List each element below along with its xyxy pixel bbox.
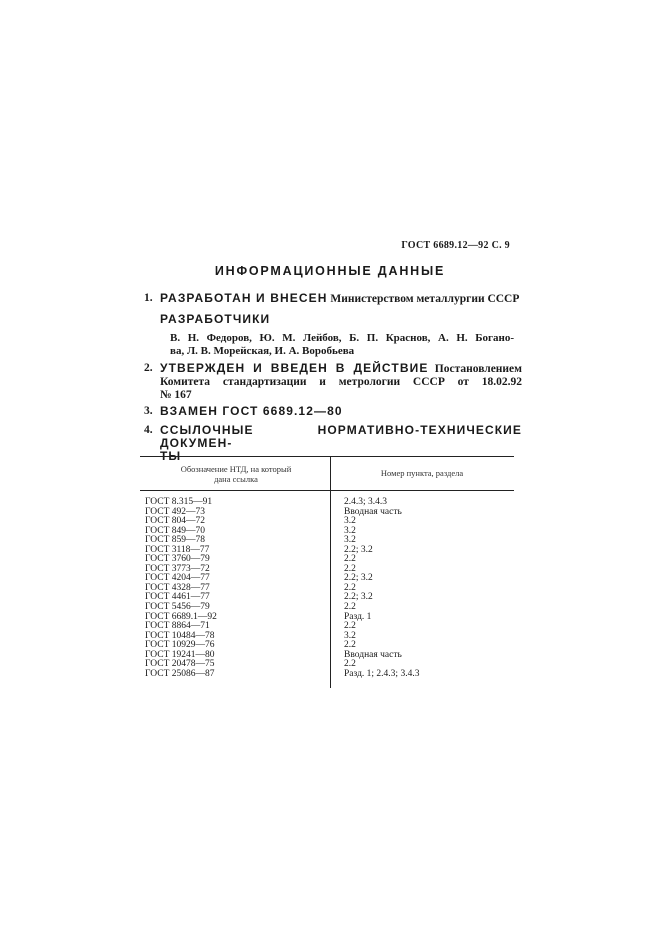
table-cell-section: Вводная часть (344, 506, 402, 517)
table-cell-document: ГОСТ 4204—77 (145, 573, 210, 584)
page-header: ГОСТ 6689.12—92 С. 9 (401, 240, 510, 251)
table-cell-document: ГОСТ 4328—77 (145, 582, 210, 593)
table-cell-document: ГОСТ 8864—71 (145, 621, 210, 632)
table-header-rule (140, 490, 514, 491)
table-cell-section: 2.2 (344, 582, 356, 593)
table-cell-section: Разд. 1; 2.4.3; 3.4.3 (344, 668, 420, 679)
item-approved (144, 362, 522, 402)
header-line: Обозначение НТД, на который (180, 464, 292, 474)
item-lead: РАЗРАБОТАН И ВНЕСЕН (160, 291, 328, 305)
table-header-document (146, 464, 326, 484)
item-line: № 167 (160, 389, 192, 401)
developers-line: ва, Л. В. Морейская, И. А. Воробьева (170, 345, 355, 357)
table-cell-document: ГОСТ 10484—78 (145, 630, 215, 641)
table-cell-document: ГОСТ 5456—79 (145, 602, 210, 613)
item-number: 1. (144, 292, 153, 304)
item-line: ССЫЛОЧНЫЕ НОРМАТИВНО-ТЕХНИЧЕСКИЕ ДОКУМЕН- (160, 423, 522, 450)
table-cell-document: ГОСТ 492—73 (145, 506, 205, 517)
references-table (140, 456, 514, 688)
table-cell-document: ГОСТ 849—70 (145, 525, 205, 536)
item-replaces (144, 405, 522, 419)
item-number: 4. (144, 424, 153, 436)
table-cell-section: Разд. 1 (344, 611, 372, 622)
table-cell-section: 2.2 (344, 640, 356, 651)
table-cell-section: 3.2 (344, 630, 356, 641)
table-cell-document: ГОСТ 6689.1—92 (145, 611, 217, 622)
table-cell-document: ГОСТ 804—72 (145, 516, 205, 527)
table-cell-section: Вводная часть (344, 649, 402, 660)
table-header-section: Номер пункта, раздела (380, 468, 464, 478)
table-cell-section: 3.2 (344, 535, 356, 546)
table-cell-document: ГОСТ 4461—77 (145, 592, 210, 603)
table-column-divider (330, 456, 331, 688)
header-line: дана ссылка (214, 474, 258, 484)
table-cell-document: ГОСТ 10929—76 (145, 640, 215, 651)
developers-heading: РАЗРАБОТЧИКИ (160, 312, 271, 326)
table-cell-document: ГОСТ 3118—77 (145, 544, 210, 555)
table-cell-section: 2.2; 3.2 (344, 544, 373, 555)
developers-line: В. Н. Федоров, Ю. М. Лейбов, Б. П. Краснов, А. Н. Богано- (170, 332, 514, 344)
item-text: Министерством металлургии СССР (330, 293, 520, 305)
table-cell-section: 3.2 (344, 525, 356, 536)
table-cell-document: ГОСТ 8.315—91 (145, 497, 213, 507)
document-title: ИНФОРМАЦИОННЫЕ ДАННЫЕ (214, 264, 446, 278)
item-line: Комитета стандартизации и метрологии СССР от 18.02.92 (160, 376, 522, 388)
table-column-documents (145, 498, 325, 679)
table-cell-section: 2.2 (344, 659, 356, 670)
table-cell-section: 2.2 (344, 602, 356, 613)
developers-heading-row (144, 313, 522, 327)
item-number: 3. (144, 405, 153, 417)
developers-list (170, 332, 514, 358)
table-cell-document: ГОСТ 859—78 (145, 535, 205, 546)
table-cell-section: 2.2 (344, 621, 356, 632)
item-lead: УТВЕРЖДЕН И ВВЕДЕН В ДЕЙСТВИЕ (160, 361, 429, 375)
item-developed (144, 292, 522, 306)
table-cell-document: ГОСТ 19241—80 (145, 649, 215, 660)
table-cell-document: ГОСТ 3760—79 (145, 554, 210, 565)
table-cell-section: 3.2 (344, 516, 356, 527)
table-top-rule (140, 456, 514, 457)
table-cell-document: ГОСТ 20478—75 (145, 659, 215, 670)
table-cell-document: ГОСТ 25086—87 (145, 668, 215, 679)
item-line: ТЫ (160, 449, 182, 463)
table-cell-document: ГОСТ 3773—72 (145, 563, 210, 574)
table-cell-section: 2.2; 3.2 (344, 592, 373, 603)
table-cell-section: 2.2 (344, 554, 356, 565)
table-cell-section: 2.2 (344, 563, 356, 574)
table-column-sections (344, 498, 514, 679)
item-lead: ВЗАМЕН ГОСТ 6689.12—80 (160, 404, 343, 418)
table-cell-section: 2.2; 3.2 (344, 573, 373, 584)
item-text: Постановлением (434, 363, 522, 375)
table-cell-section: 2.4.3; 3.4.3 (344, 497, 388, 507)
item-number: 2. (144, 362, 153, 374)
